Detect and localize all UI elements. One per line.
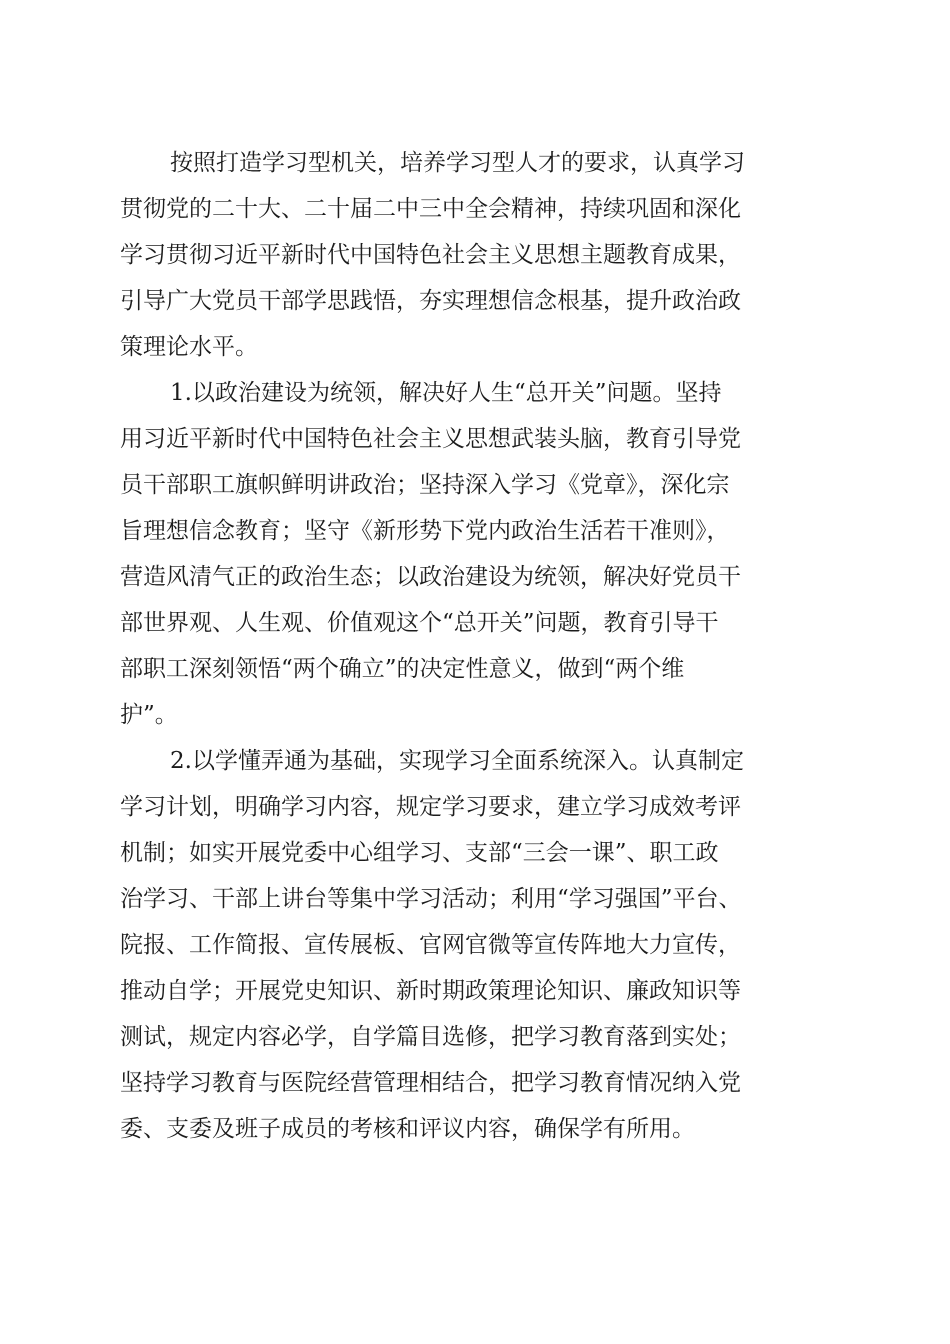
text-line: 按照打造学习型机关，培养学习型人才的要求，认真学习 bbox=[170, 150, 745, 176]
document-body bbox=[120, 140, 832, 1152]
text-line: 治学习、干部上讲台等集中学习活动；利用“学习强国”平台、 bbox=[120, 886, 742, 912]
text-line: 护”。 bbox=[120, 702, 178, 728]
text-line: 机制；如实开展党委中心组学习、支部“三会一课”、职工政 bbox=[120, 840, 719, 866]
text-line: 旨理想信念教育；坚守《新形势下党内政治生活若干准则》， bbox=[120, 518, 730, 544]
text-line: 学习贯彻习近平新时代中国特色社会主义思想主题教育成果， bbox=[120, 242, 741, 268]
text-line: 测试，规定内容必学，自学篇目选修，把学习教育落到实处； bbox=[120, 1024, 741, 1050]
text-line: 贯彻党的二十大、二十届二中三中全会精神，持续巩固和深化 bbox=[120, 196, 741, 222]
text-line: 院报、工作简报、宣传展板、官网官微等宣传阵地大力宣传， bbox=[120, 932, 741, 958]
text-line: 员干部职工旗帜鲜明讲政治；坚持深入学习《党章》，深化宗 bbox=[120, 472, 730, 498]
text-line: 委、支委及班子成员的考核和评议内容，确保学有所用。 bbox=[120, 1116, 695, 1142]
text-line: 部职工深刻领悟“两个确立”的决定性意义，做到“两个维 bbox=[120, 656, 685, 682]
paragraph-item-1 bbox=[120, 370, 832, 738]
text-line: 坚持学习教育与医院经营管理相结合，把学习教育情况纳入党 bbox=[120, 1070, 741, 1096]
text-line: 2.以学懂弄通为基础，实现学习全面系统深入。认真制定 bbox=[170, 748, 744, 774]
text-line: 引导广大党员干部学思践悟，夯实理想信念根基，提升政治政 bbox=[120, 288, 741, 314]
text-line: 学习计划，明确学习内容，规定学习要求，建立学习成效考评 bbox=[120, 794, 741, 820]
text-line: 营造风清气正的政治生态；以政治建设为统领，解决好党员干 bbox=[120, 564, 741, 590]
text-line: 用习近平新时代中国特色社会主义思想武装头脑，教育引导党 bbox=[120, 426, 741, 452]
paragraph-item-2 bbox=[120, 738, 832, 1152]
text-line: 策理论水平。 bbox=[120, 334, 258, 360]
text-line: 1.以政治建设为统领，解决好人生“总开关”问题。坚持 bbox=[170, 380, 722, 406]
text-line: 部世界观、人生观、价值观这个“总开关”问题，教育引导干 bbox=[120, 610, 719, 636]
text-line: 推动自学；开展党史知识、新时期政策理论知识、廉政知识等 bbox=[120, 978, 741, 1004]
paragraph-intro bbox=[120, 140, 832, 370]
